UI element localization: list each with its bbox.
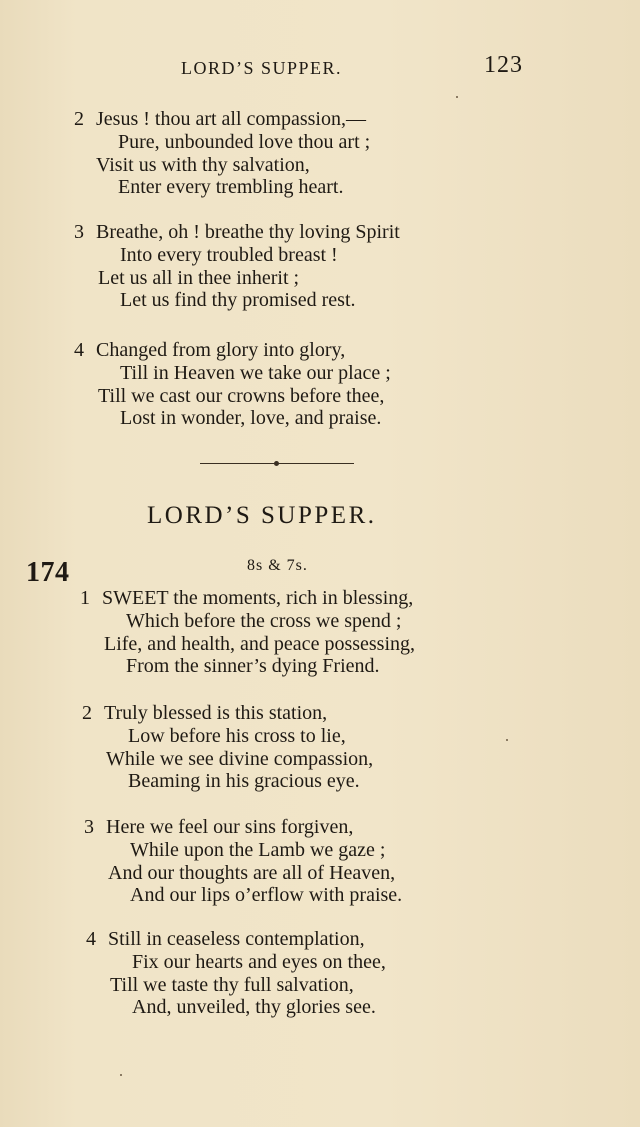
verse-line: And, unveiled, thy glories see.: [132, 996, 376, 1019]
verse-number: 3: [74, 221, 84, 243]
verse-number: 2: [82, 702, 92, 724]
verse-number: 4: [74, 339, 84, 361]
hymn-verse-1: [80, 587, 415, 678]
verse-number: 3: [84, 816, 94, 838]
page-number: 123: [484, 52, 523, 78]
paper-speck: [120, 1074, 122, 1076]
verse-line: Beaming in his gracious eye.: [128, 770, 360, 793]
verse-line: Let us find thy promised rest.: [120, 289, 356, 312]
continued-verse-4: [74, 339, 391, 430]
divider-ornament: [274, 461, 279, 466]
verse-line: Let us all in thee inherit ;: [98, 266, 300, 289]
verse-line: Breathe, oh ! breathe thy loving Spirit: [96, 221, 400, 243]
verse-line: Low before his cross to lie,: [128, 724, 346, 747]
verse-line: Enter every trembling heart.: [118, 176, 344, 199]
verse-line: Pure, unbounded love thou art ;: [118, 130, 371, 153]
verse-line: From the sinner’s dying Friend.: [126, 655, 380, 678]
verse-line: Here we feel our sins forgiven,: [106, 816, 354, 838]
continued-verse-2: [74, 108, 370, 199]
verse-line: Changed from glory into glory,: [96, 339, 346, 361]
verse-line: Into every troubled breast !: [120, 243, 338, 266]
hymn-number: 174: [26, 557, 70, 588]
verse-line: Till in Heaven we take our place ;: [120, 361, 391, 384]
running-head: LORD’S SUPPER.: [181, 58, 343, 78]
verse-line: Till we cast our crowns before thee,: [98, 384, 385, 407]
paper-speck: [506, 739, 508, 741]
verse-number: 4: [86, 928, 96, 950]
verse-line: Still in ceaseless contemplation,: [108, 928, 365, 950]
verse-line: And our lips o’erflow with praise.: [130, 884, 403, 907]
verse-line: And our thoughts are all of Heaven,: [108, 861, 396, 884]
verse-line: While upon the Lamb we gaze ;: [130, 838, 386, 861]
verse-line: Till we taste thy full salvation,: [110, 973, 354, 996]
verse-number: 2: [74, 108, 84, 130]
verse-line: Truly blessed is this station,: [104, 702, 328, 724]
hymn-verse-4: [86, 928, 386, 1019]
paper-speck: [456, 96, 458, 98]
verse-line: Fix our hearts and eyes on thee,: [132, 950, 386, 973]
continued-verse-3: [74, 221, 400, 312]
verse-line: SWEET the moments, rich in blessing,: [102, 587, 414, 609]
verse-line: While we see divine compassion,: [106, 747, 374, 770]
verse-line: Lost in wonder, love, and praise.: [120, 407, 382, 430]
section-title: LORD’S SUPPER.: [147, 502, 377, 529]
hymn-verse-3: [84, 816, 402, 907]
verse-line: Life, and health, and peace possessing,: [104, 632, 416, 655]
verse-line: Which before the cross we spend ;: [126, 609, 402, 632]
verse-number: 1: [80, 587, 90, 609]
hymn-meter: 8s & 7s.: [247, 557, 308, 574]
verse-line: Visit us with thy salvation,: [96, 153, 310, 176]
hymn-verse-2: [82, 702, 373, 793]
verse-line: Jesus ! thou art all compassion,—: [96, 108, 366, 130]
